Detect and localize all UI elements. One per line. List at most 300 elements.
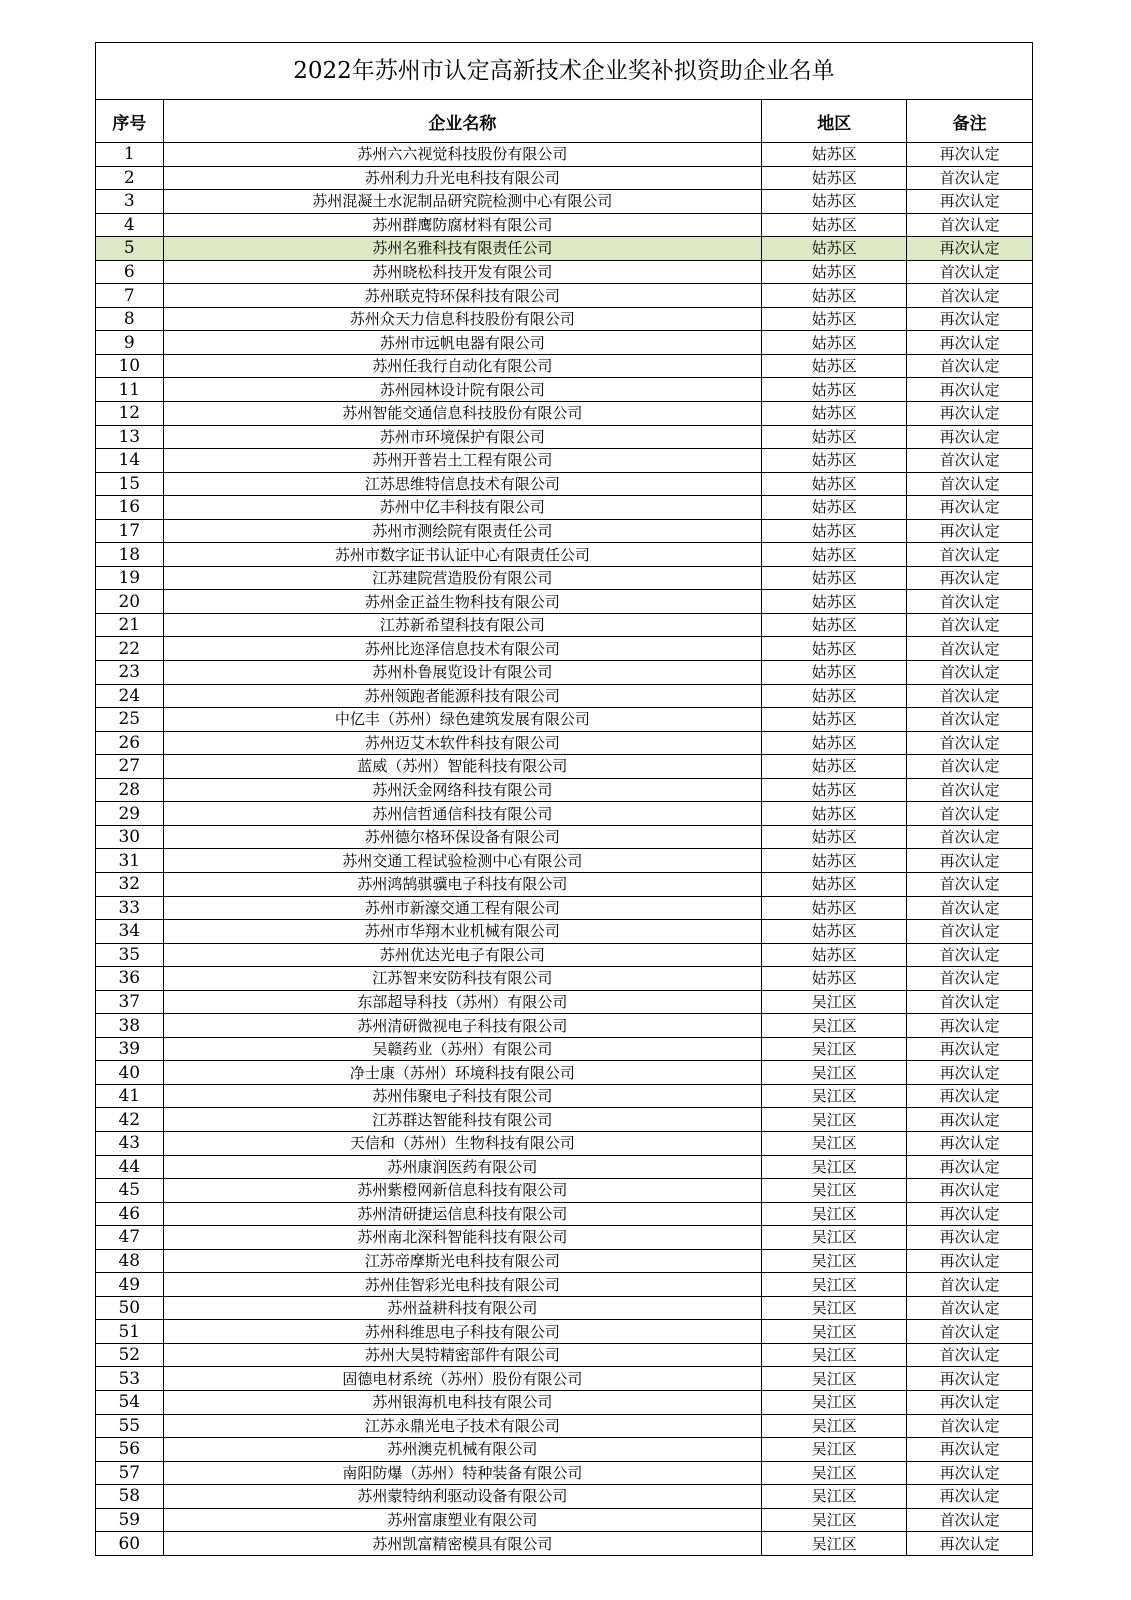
cell-area: 吴江区 — [762, 1226, 907, 1250]
cell-note: 首次认定 — [907, 872, 1032, 896]
table-row — [96, 378, 1032, 402]
cell-area: 吴江区 — [762, 1037, 907, 1061]
cell-no: 36 — [96, 967, 163, 991]
cell-company-name: 江苏智来安防科技有限公司 — [163, 967, 762, 991]
cell-area: 吴江区 — [762, 1155, 907, 1179]
table-row — [96, 566, 1032, 590]
table-row — [96, 1532, 1032, 1555]
cell-area: 姑苏区 — [762, 378, 907, 402]
table-row — [96, 1061, 1032, 1085]
cell-company-name: 苏州银海机电科技有限公司 — [163, 1390, 762, 1414]
cell-note: 首次认定 — [907, 755, 1032, 779]
cell-area: 吴江区 — [762, 1343, 907, 1367]
cell-no: 38 — [96, 1014, 163, 1038]
cell-area: 姑苏区 — [762, 731, 907, 755]
cell-company-name: 苏州开普岩土工程有限公司 — [163, 449, 762, 473]
cell-no: 3 — [96, 190, 163, 214]
cell-no: 12 — [96, 402, 163, 426]
cell-no: 37 — [96, 990, 163, 1014]
cell-note: 首次认定 — [907, 166, 1032, 190]
cell-no: 21 — [96, 613, 163, 637]
cell-note: 再次认定 — [907, 425, 1032, 449]
cell-area: 吴江区 — [762, 1084, 907, 1108]
cell-note: 首次认定 — [907, 1343, 1032, 1367]
table-row — [96, 1179, 1032, 1203]
cell-area: 姑苏区 — [762, 802, 907, 826]
cell-area: 吴江区 — [762, 990, 907, 1014]
cell-area: 吴江区 — [762, 1108, 907, 1132]
cell-company-name: 苏州益耕科技有限公司 — [163, 1296, 762, 1320]
cell-no: 54 — [96, 1390, 163, 1414]
cell-company-name: 苏州富康塑业有限公司 — [163, 1508, 762, 1532]
cell-note: 再次认定 — [907, 519, 1032, 543]
cell-no: 50 — [96, 1296, 163, 1320]
cell-area: 姑苏区 — [762, 190, 907, 214]
cell-note: 再次认定 — [907, 1226, 1032, 1250]
cell-no: 32 — [96, 872, 163, 896]
table-row — [96, 802, 1032, 826]
cell-no: 28 — [96, 778, 163, 802]
cell-company-name: 苏州市数字证书认证中心有限责任公司 — [163, 543, 762, 567]
cell-company-name: 苏州园林设计院有限公司 — [163, 378, 762, 402]
cell-no: 31 — [96, 849, 163, 873]
table-row — [96, 213, 1032, 237]
table-row — [96, 190, 1032, 214]
cell-note: 再次认定 — [907, 1037, 1032, 1061]
cell-company-name: 蓝威（苏州）智能科技有限公司 — [163, 755, 762, 779]
cell-note: 再次认定 — [907, 1155, 1032, 1179]
table-row — [96, 1438, 1032, 1462]
cell-no: 44 — [96, 1155, 163, 1179]
cell-company-name: 苏州任我行自动化有限公司 — [163, 354, 762, 378]
cell-area: 姑苏区 — [762, 613, 907, 637]
table-row — [96, 543, 1032, 567]
cell-no: 34 — [96, 920, 163, 944]
cell-note: 首次认定 — [907, 354, 1032, 378]
cell-no: 4 — [96, 213, 163, 237]
cell-company-name: 江苏永鼎光电子技术有限公司 — [163, 1414, 762, 1438]
cell-company-name: 苏州清研微视电子科技有限公司 — [163, 1014, 762, 1038]
header-no: 序号 — [96, 100, 163, 143]
cell-note: 再次认定 — [907, 1202, 1032, 1226]
cell-no: 35 — [96, 943, 163, 967]
table-row — [96, 637, 1032, 661]
cell-no: 29 — [96, 802, 163, 826]
cell-company-name: 苏州交通工程试验检测中心有限公司 — [163, 849, 762, 873]
cell-no: 13 — [96, 425, 163, 449]
cell-no: 47 — [96, 1226, 163, 1250]
cell-area: 吴江区 — [762, 1508, 907, 1532]
cell-company-name: 苏州中亿丰科技有限公司 — [163, 496, 762, 520]
cell-company-name: 苏州佳智彩光电科技有限公司 — [163, 1273, 762, 1297]
table-row — [96, 1249, 1032, 1273]
cell-area: 姑苏区 — [762, 543, 907, 567]
cell-company-name: 江苏思维特信息技术有限公司 — [163, 472, 762, 496]
table-row — [96, 1084, 1032, 1108]
cell-no: 26 — [96, 731, 163, 755]
cell-company-name: 苏州南北深科智能科技有限公司 — [163, 1226, 762, 1250]
cell-note: 首次认定 — [907, 637, 1032, 661]
cell-area: 姑苏区 — [762, 920, 907, 944]
cell-no: 48 — [96, 1249, 163, 1273]
cell-company-name: 苏州金正益生物科技有限公司 — [163, 590, 762, 614]
cell-note: 首次认定 — [907, 472, 1032, 496]
cell-note: 再次认定 — [907, 237, 1032, 261]
table-row — [96, 166, 1032, 190]
cell-no: 39 — [96, 1037, 163, 1061]
cell-area: 吴江区 — [762, 1014, 907, 1038]
cell-area: 姑苏区 — [762, 825, 907, 849]
cell-company-name: 苏州紫橙网新信息科技有限公司 — [163, 1179, 762, 1203]
cell-no: 41 — [96, 1084, 163, 1108]
cell-note: 首次认定 — [907, 802, 1032, 826]
cell-no: 24 — [96, 684, 163, 708]
cell-no: 19 — [96, 566, 163, 590]
cell-company-name: 苏州晓松科技开发有限公司 — [163, 260, 762, 284]
cell-note: 再次认定 — [907, 496, 1032, 520]
cell-no: 23 — [96, 661, 163, 685]
table-row — [96, 519, 1032, 543]
cell-company-name: 苏州科维思电子科技有限公司 — [163, 1320, 762, 1344]
cell-company-name: 中亿丰（苏州）绿色建筑发展有限公司 — [163, 708, 762, 732]
cell-company-name: 苏州凯富精密模具有限公司 — [163, 1532, 762, 1555]
cell-note: 首次认定 — [907, 920, 1032, 944]
company-table — [96, 100, 1032, 1555]
cell-note: 首次认定 — [907, 1273, 1032, 1297]
table-row — [96, 661, 1032, 685]
cell-note: 首次认定 — [907, 778, 1032, 802]
cell-note: 再次认定 — [907, 143, 1032, 167]
cell-area: 吴江区 — [762, 1131, 907, 1155]
table-row — [96, 496, 1032, 520]
cell-area: 吴江区 — [762, 1532, 907, 1555]
table-row — [96, 684, 1032, 708]
table-row — [96, 1273, 1032, 1297]
table-row — [96, 1202, 1032, 1226]
table-row — [96, 425, 1032, 449]
cell-company-name: 苏州澳克机械有限公司 — [163, 1438, 762, 1462]
cell-area: 姑苏区 — [762, 354, 907, 378]
cell-note: 首次认定 — [907, 543, 1032, 567]
cell-note: 再次认定 — [907, 378, 1032, 402]
cell-note: 再次认定 — [907, 1131, 1032, 1155]
cell-no: 10 — [96, 354, 163, 378]
cell-area: 姑苏区 — [762, 778, 907, 802]
document-sheet — [95, 42, 1033, 1556]
cell-company-name: 苏州市远帆电器有限公司 — [163, 331, 762, 355]
cell-note: 再次认定 — [907, 1084, 1032, 1108]
table-row — [96, 1485, 1032, 1509]
table-row — [96, 1155, 1032, 1179]
cell-company-name: 南阳防爆（苏州）特种装备有限公司 — [163, 1461, 762, 1485]
cell-no: 11 — [96, 378, 163, 402]
cell-note: 首次认定 — [907, 260, 1032, 284]
cell-company-name: 江苏新希望科技有限公司 — [163, 613, 762, 637]
cell-note: 再次认定 — [907, 1485, 1032, 1509]
table-row — [96, 331, 1032, 355]
cell-note: 再次认定 — [907, 566, 1032, 590]
cell-company-name: 江苏帝摩斯光电科技有限公司 — [163, 1249, 762, 1273]
cell-no: 59 — [96, 1508, 163, 1532]
cell-note: 再次认定 — [907, 331, 1032, 355]
cell-company-name: 苏州领跑者能源科技有限公司 — [163, 684, 762, 708]
table-row — [96, 260, 1032, 284]
table-row — [96, 1414, 1032, 1438]
cell-area: 吴江区 — [762, 1296, 907, 1320]
cell-note: 首次认定 — [907, 1508, 1032, 1532]
cell-area: 姑苏区 — [762, 143, 907, 167]
cell-area: 姑苏区 — [762, 566, 907, 590]
cell-note: 再次认定 — [907, 1108, 1032, 1132]
cell-note: 再次认定 — [907, 849, 1032, 873]
cell-company-name: 固德电材系统（苏州）股份有限公司 — [163, 1367, 762, 1391]
cell-note: 首次认定 — [907, 1296, 1032, 1320]
cell-company-name: 苏州市测绘院有限责任公司 — [163, 519, 762, 543]
cell-company-name: 苏州智能交通信息科技股份有限公司 — [163, 402, 762, 426]
cell-company-name: 江苏群达智能科技有限公司 — [163, 1108, 762, 1132]
cell-company-name: 苏州名雅科技有限责任公司 — [163, 237, 762, 261]
cell-company-name: 吴赣药业（苏州）有限公司 — [163, 1037, 762, 1061]
cell-no: 53 — [96, 1367, 163, 1391]
cell-no: 55 — [96, 1414, 163, 1438]
cell-company-name: 江苏建院营造股份有限公司 — [163, 566, 762, 590]
cell-note: 再次认定 — [907, 1390, 1032, 1414]
cell-note: 首次认定 — [907, 661, 1032, 685]
cell-note: 首次认定 — [907, 967, 1032, 991]
cell-area: 姑苏区 — [762, 684, 907, 708]
table-row — [96, 1226, 1032, 1250]
cell-no: 27 — [96, 755, 163, 779]
cell-no: 33 — [96, 896, 163, 920]
cell-no: 1 — [96, 143, 163, 167]
cell-company-name: 苏州迈艾木软件科技有限公司 — [163, 731, 762, 755]
cell-area: 姑苏区 — [762, 872, 907, 896]
table-row — [96, 284, 1032, 308]
cell-no: 43 — [96, 1131, 163, 1155]
cell-company-name: 苏州德尔格环保设备有限公司 — [163, 825, 762, 849]
cell-no: 45 — [96, 1179, 163, 1203]
document-title: 2022年苏州市认定高新技术企业奖补拟资助企业名单 — [96, 43, 1032, 100]
cell-company-name: 苏州信哲通信科技有限公司 — [163, 802, 762, 826]
cell-note: 首次认定 — [907, 1414, 1032, 1438]
cell-company-name: 苏州优达光电子有限公司 — [163, 943, 762, 967]
cell-no: 18 — [96, 543, 163, 567]
table-row — [96, 1108, 1032, 1132]
cell-company-name: 苏州康润医药有限公司 — [163, 1155, 762, 1179]
cell-area: 姑苏区 — [762, 661, 907, 685]
cell-no: 40 — [96, 1061, 163, 1085]
cell-note: 首次认定 — [907, 731, 1032, 755]
cell-area: 姑苏区 — [762, 637, 907, 661]
table-body — [96, 143, 1032, 1555]
table-row — [96, 1390, 1032, 1414]
cell-no: 30 — [96, 825, 163, 849]
cell-area: 吴江区 — [762, 1202, 907, 1226]
cell-area: 姑苏区 — [762, 896, 907, 920]
table-row — [96, 449, 1032, 473]
table-row — [96, 825, 1032, 849]
cell-area: 吴江区 — [762, 1461, 907, 1485]
cell-no: 7 — [96, 284, 163, 308]
cell-no: 5 — [96, 237, 163, 261]
table-row — [96, 1461, 1032, 1485]
cell-note: 再次认定 — [907, 1179, 1032, 1203]
table-row — [96, 896, 1032, 920]
table-row — [96, 920, 1032, 944]
header-name: 企业名称 — [163, 100, 762, 143]
table-row — [96, 1367, 1032, 1391]
cell-company-name: 苏州市环境保护有限公司 — [163, 425, 762, 449]
cell-area: 姑苏区 — [762, 943, 907, 967]
cell-company-name: 苏州混凝土水泥制品研究院检测中心有限公司 — [163, 190, 762, 214]
table-row — [96, 237, 1032, 261]
table-row — [96, 1343, 1032, 1367]
table-row — [96, 1508, 1032, 1532]
cell-no: 2 — [96, 166, 163, 190]
cell-no: 56 — [96, 1438, 163, 1462]
table-row — [96, 613, 1032, 637]
cell-company-name: 天信和（苏州）生物科技有限公司 — [163, 1131, 762, 1155]
cell-company-name: 苏州市华翔木业机械有限公司 — [163, 920, 762, 944]
cell-no: 57 — [96, 1461, 163, 1485]
cell-no: 52 — [96, 1343, 163, 1367]
cell-company-name: 苏州市新濠交通工程有限公司 — [163, 896, 762, 920]
cell-area: 姑苏区 — [762, 708, 907, 732]
cell-no: 8 — [96, 307, 163, 331]
table-row — [96, 872, 1032, 896]
cell-area: 吴江区 — [762, 1414, 907, 1438]
cell-note: 再次认定 — [907, 1367, 1032, 1391]
cell-no: 20 — [96, 590, 163, 614]
cell-area: 姑苏区 — [762, 519, 907, 543]
cell-note: 首次认定 — [907, 613, 1032, 637]
cell-note: 再次认定 — [907, 1438, 1032, 1462]
cell-area: 姑苏区 — [762, 449, 907, 473]
cell-note: 首次认定 — [907, 825, 1032, 849]
cell-company-name: 苏州群鹰防腐材料有限公司 — [163, 213, 762, 237]
table-row — [96, 590, 1032, 614]
cell-no: 51 — [96, 1320, 163, 1344]
cell-company-name: 苏州朴鲁展览设计有限公司 — [163, 661, 762, 685]
table-row — [96, 402, 1032, 426]
cell-no: 15 — [96, 472, 163, 496]
table-row — [96, 354, 1032, 378]
table-row — [96, 778, 1032, 802]
cell-note: 首次认定 — [907, 990, 1032, 1014]
cell-note: 首次认定 — [907, 213, 1032, 237]
cell-area: 姑苏区 — [762, 213, 907, 237]
cell-area: 吴江区 — [762, 1273, 907, 1297]
table-row — [96, 143, 1032, 167]
table-row — [96, 1296, 1032, 1320]
table-row — [96, 943, 1032, 967]
cell-no: 6 — [96, 260, 163, 284]
cell-no: 9 — [96, 331, 163, 355]
cell-area: 姑苏区 — [762, 331, 907, 355]
cell-no: 60 — [96, 1532, 163, 1555]
table-row — [96, 1320, 1032, 1344]
cell-note: 首次认定 — [907, 284, 1032, 308]
cell-note: 再次认定 — [907, 307, 1032, 331]
cell-area: 姑苏区 — [762, 402, 907, 426]
table-row — [96, 967, 1032, 991]
cell-area: 吴江区 — [762, 1390, 907, 1414]
cell-area: 姑苏区 — [762, 260, 907, 284]
cell-area: 姑苏区 — [762, 849, 907, 873]
cell-no: 16 — [96, 496, 163, 520]
table-row — [96, 755, 1032, 779]
cell-no: 25 — [96, 708, 163, 732]
cell-note: 再次认定 — [907, 1014, 1032, 1038]
cell-note: 再次认定 — [907, 1061, 1032, 1085]
cell-area: 姑苏区 — [762, 755, 907, 779]
cell-area: 吴江区 — [762, 1438, 907, 1462]
cell-no: 22 — [96, 637, 163, 661]
cell-area: 吴江区 — [762, 1249, 907, 1273]
cell-company-name: 苏州蒙特纳利驱动设备有限公司 — [163, 1485, 762, 1509]
cell-area: 吴江区 — [762, 1179, 907, 1203]
cell-area: 姑苏区 — [762, 590, 907, 614]
cell-area: 姑苏区 — [762, 472, 907, 496]
cell-company-name: 净士康（苏州）环境科技有限公司 — [163, 1061, 762, 1085]
cell-area: 姑苏区 — [762, 284, 907, 308]
cell-note: 首次认定 — [907, 590, 1032, 614]
cell-area: 吴江区 — [762, 1485, 907, 1509]
cell-company-name: 苏州大昊特精密部件有限公司 — [163, 1343, 762, 1367]
cell-no: 49 — [96, 1273, 163, 1297]
cell-area: 姑苏区 — [762, 166, 907, 190]
table-row — [96, 472, 1032, 496]
table-row — [96, 307, 1032, 331]
cell-no: 46 — [96, 1202, 163, 1226]
cell-no: 17 — [96, 519, 163, 543]
cell-company-name: 苏州联克特环保科技有限公司 — [163, 284, 762, 308]
table-row — [96, 849, 1032, 873]
cell-note: 首次认定 — [907, 708, 1032, 732]
cell-area: 吴江区 — [762, 1367, 907, 1391]
cell-note: 首次认定 — [907, 1320, 1032, 1344]
cell-note: 首次认定 — [907, 943, 1032, 967]
cell-area: 姑苏区 — [762, 307, 907, 331]
cell-note: 再次认定 — [907, 190, 1032, 214]
table-row — [96, 1037, 1032, 1061]
table-row — [96, 731, 1032, 755]
cell-company-name: 苏州众天力信息科技股份有限公司 — [163, 307, 762, 331]
cell-note: 首次认定 — [907, 449, 1032, 473]
table-row — [96, 1014, 1032, 1038]
cell-company-name: 苏州沃金网络科技有限公司 — [163, 778, 762, 802]
cell-note: 再次认定 — [907, 1532, 1032, 1555]
cell-area: 姑苏区 — [762, 425, 907, 449]
cell-note: 再次认定 — [907, 402, 1032, 426]
cell-area: 吴江区 — [762, 1061, 907, 1085]
cell-note: 再次认定 — [907, 1249, 1032, 1273]
cell-area: 吴江区 — [762, 1320, 907, 1344]
cell-company-name: 苏州鸿鹄骐骥电子科技有限公司 — [163, 872, 762, 896]
cell-no: 58 — [96, 1485, 163, 1509]
cell-company-name: 苏州六六视觉科技股份有限公司 — [163, 143, 762, 167]
table-header-row — [96, 100, 1032, 143]
cell-no: 42 — [96, 1108, 163, 1132]
cell-note: 首次认定 — [907, 896, 1032, 920]
cell-area: 姑苏区 — [762, 237, 907, 261]
table-row — [96, 708, 1032, 732]
table-row — [96, 1131, 1032, 1155]
header-note: 备注 — [907, 100, 1032, 143]
table-row — [96, 990, 1032, 1014]
cell-note: 首次认定 — [907, 684, 1032, 708]
cell-company-name: 苏州清研捷运信息科技有限公司 — [163, 1202, 762, 1226]
